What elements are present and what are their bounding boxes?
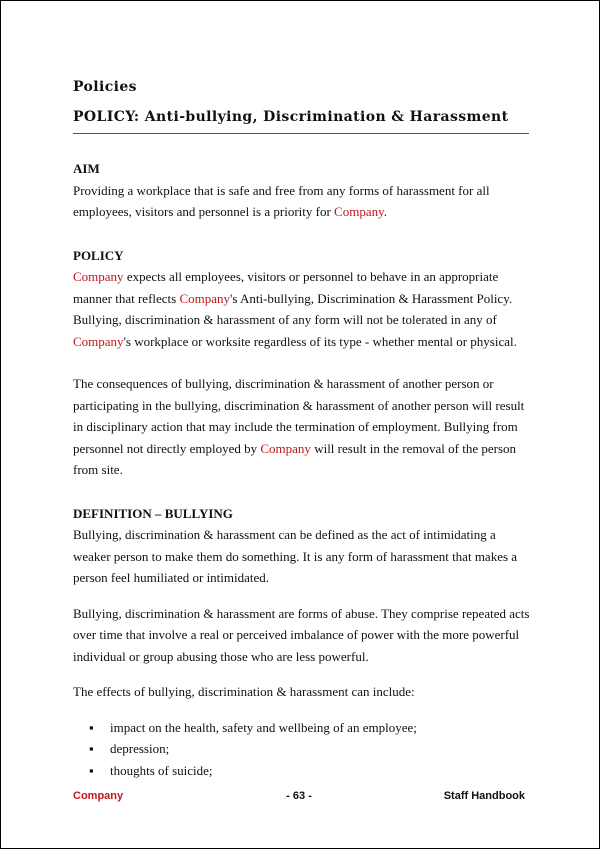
policy-text: 's Anti-bullying, Discrimination & Harassment Policy. Bullying, discrimination & harassment of any form will not be tolerated in any of — [73, 290, 513, 327]
definition-heading: DEFINITION – BULLYING — [73, 505, 233, 521]
definition-paragraph-1: Bullying, discrimination & harassment can be defined as the act of intimidating a weaker person to make them do something. It is any form of harassment that makes a person feel humiliated or intimidated. — [73, 527, 518, 585]
company-placeholder: Company — [334, 204, 384, 219]
policy-text: The consequences of bullying, discrimination & harassment of another person or participating in the bullying, discrimination & harassment of another person will result in disciplinary action that may include the termination of employment. Bullying from personnel not directly employed by — [73, 376, 525, 456]
policy-text: expects all employees, visitors or personnel to behave in an appropriate manner that reflects — [73, 269, 499, 306]
list-item: ▪ thoughts of suicide; — [73, 760, 533, 782]
effects-list — [73, 717, 533, 782]
policy-body — [73, 158, 533, 781]
company-placeholder: Company — [179, 290, 231, 306]
list-item: ▪ depression; — [73, 738, 533, 760]
policy-text: 's workplace or worksite regardless of its type - whether mental or physical. — [123, 333, 517, 349]
aim-paragraph — [73, 180, 533, 223]
company-placeholder: Company — [73, 333, 124, 349]
page-number: - 63 - — [286, 790, 312, 802]
list-item: ▪ impact on the health, safety and wellbeing of an employee; — [73, 717, 533, 739]
footer-company: Company — [73, 790, 124, 802]
policy-paragraph-1 — [73, 266, 533, 352]
aim-text: Providing a workplace that is safe and free from any forms of harassment for all employees, visitors and personnel is a priority for — [73, 182, 490, 219]
title-divider — [73, 133, 529, 134]
policy-heading: POLICY — [73, 247, 124, 263]
definition-paragraph-2: Bullying, discrimination & harassment are forms of abuse. They comprise repeated acts over time that involve a real or perceived imbalance of power with the more powerful individual or group abusing those who are less powerful. — [73, 605, 530, 664]
company-placeholder: Company — [73, 269, 124, 284]
footer-document-title: Staff Handbook — [443, 790, 525, 802]
definition-paragraph-3: The effects of bullying, discrimination & harassment can include: — [73, 684, 415, 699]
aim-text-end: . — [383, 204, 387, 219]
policy-paragraph-2 — [73, 373, 533, 481]
policy-title: POLICY: Anti-bullying, Discrimination & Harassment — [73, 109, 509, 125]
company-placeholder: Company — [260, 440, 311, 456]
aim-heading: AIM — [73, 161, 100, 176]
section-heading: Policies — [73, 79, 137, 95]
policy-text: will result in the removal of the person from site. — [73, 440, 516, 477]
